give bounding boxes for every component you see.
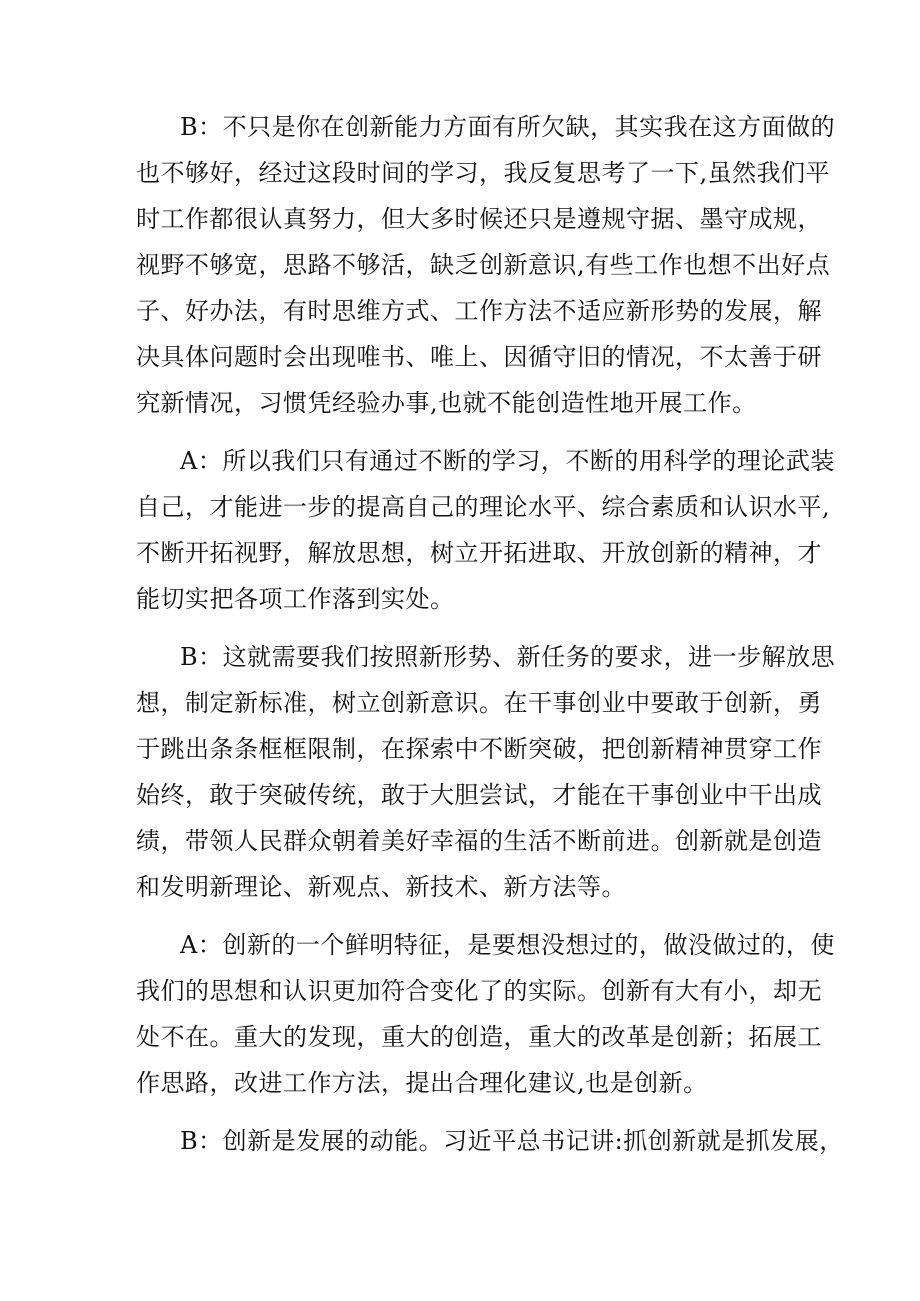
text-line: 时工作都很认真努力，但大多时候还只是遵规守据、墨守成规， (136, 205, 822, 233)
text-line: 始终，敢于突破传统，敢于大胆尝试，才能在干事创业中干出成 (136, 781, 822, 809)
text-line: 自己，才能进一步的提高自己的理论水平、综合素质和认识水平, (136, 493, 831, 521)
text-line: B：这就需要我们按照新形势、新任务的要求，进一步解放思 (180, 643, 836, 671)
paragraph (136, 1118, 844, 1164)
text-line: B：创新是发展的动能。习近平总书记讲:抓创新就是抓发展， (180, 1127, 844, 1155)
text-line: 想，制定新标准，树立创新意识。在干事创业中要敢于创新，勇 (136, 689, 822, 717)
text-line: A：创新的一个鲜明特征，是要想没想过的，做没做过的，使 (180, 931, 835, 959)
text-line: 我们的思想和认识更加符合变化了的实际。创新有大有小，却无 (136, 977, 822, 1005)
text-line: 视野不够宽，思路不够活，缺乏创新意识,有些工作也想不出好点 (136, 251, 831, 279)
text-line: 和发明新理论、新观点、新技术、新方法等。 (136, 873, 626, 901)
text-line: B：不只是你在创新能力方面有所欠缺，其实我在这方面做的 (180, 113, 836, 141)
text-line: 于跳出条条框框限制，在探索中不断突破，把创新精神贯穿工作 (136, 735, 822, 763)
text-line: 子、好办法，有时思维方式、工作方法不适应新形势的发展，解 (136, 297, 822, 325)
text-line: 决具体问题时会出现唯书、唯上、因循守旧的情况，不太善于研 (136, 343, 822, 371)
document-body (136, 104, 844, 1164)
text-line: 处不在。重大的发现，重大的创造，重大的改革是创新；拓展工 (136, 1023, 822, 1051)
paragraph (136, 922, 835, 1106)
text-line: 不断开拓视野，解放思想，树立开拓进取、开放创新的精神，才 (136, 539, 822, 567)
text-line: 也不够好，经过这段时间的学习，我反复思考了一下,虽然我们平 (136, 159, 831, 187)
text-line: 绩，带领人民群众朝着美好幸福的生活不断前进。创新就是创造 (136, 827, 822, 855)
text-line: 能切实把各项工作落到实处。 (136, 585, 455, 613)
paragraph (136, 634, 836, 910)
paragraph (136, 104, 836, 426)
text-line: A：所以我们只有通过不断的学习，不断的用科学的理论武装 (180, 447, 835, 475)
paragraph (136, 438, 835, 622)
text-line: 究新情况，习惯凭经验办事,也就不能创造性地开展工作。 (136, 389, 757, 417)
text-line: 作思路，改进工作方法，提出合理化建议,也是创新。 (136, 1069, 708, 1097)
